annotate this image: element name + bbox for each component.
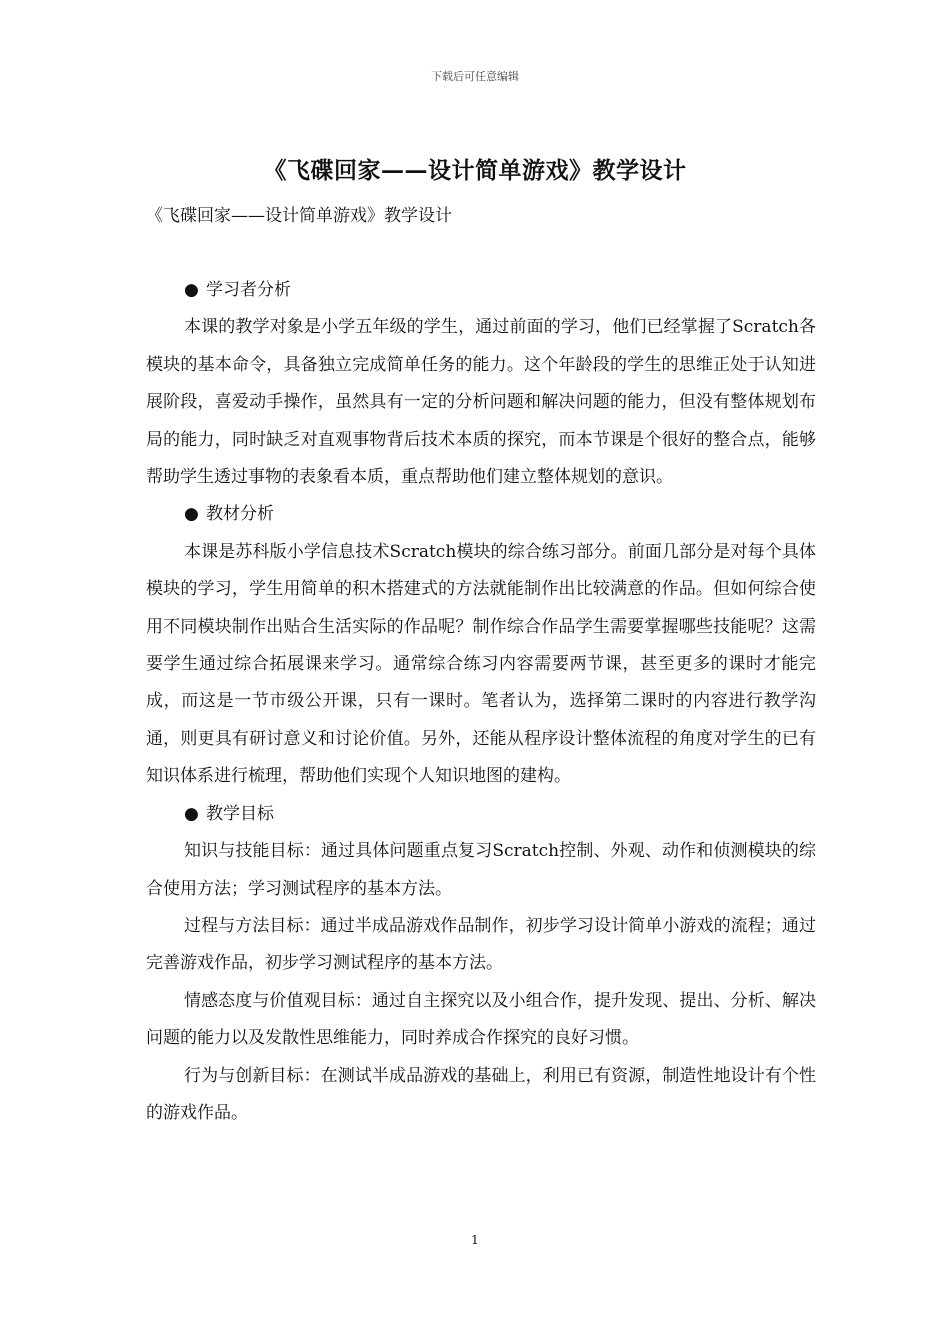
page-number: 1 xyxy=(471,1233,479,1247)
section-heading-label: 教材分析 xyxy=(206,504,274,525)
bullet-icon: ● xyxy=(184,280,199,300)
document-title: 《飞碟回家——设计简单游戏》教学设计 xyxy=(263,157,687,184)
section-heading-learner-analysis xyxy=(146,272,816,309)
section-heading-label: 教学目标 xyxy=(206,803,274,824)
paragraph-knowledge-skill-goal: 知识与技能目标：通过具体问题重点复习Scratch控制、外观、动作和侦测模块的综合使用方法；学习测试程序的基本方法。 xyxy=(146,841,816,899)
section-heading-material-analysis xyxy=(146,496,816,533)
paragraph-behavior-innovation-goal: 行为与创新目标：在测试半成品游戏的基础上，利用已有资源，制造性地设计有个性的游戏作品。 xyxy=(146,1065,816,1123)
bullet-icon: ● xyxy=(184,504,199,525)
document-body xyxy=(146,272,816,1132)
bullet-icon: ● xyxy=(184,803,199,824)
paragraph-process-method-goal: 过程与方法目标：通过半成品游戏作品制作，初步学习设计简单小游戏的流程；通过完善游戏作品，初步学习测试程序的基本方法。 xyxy=(146,915,816,974)
header-note: 下载后可任意编辑 xyxy=(431,70,519,83)
section-heading-label: 学习者分析 xyxy=(206,280,291,300)
paragraph-emotion-value-goal: 情感态度与价值观目标：通过自主探究以及小组合作，提升发现、提出、分析、解决问题的能力以及发散性思维能力，同时养成合作探究的良好习惯。 xyxy=(146,990,816,1049)
paragraph: 本课的教学对象是小学五年级的学生，通过前面的学习，他们已经掌握了Scratch各模块的基本命令，具备独立完成简单任务的能力。这个年龄段的学生的思维正处于认知进展阶段，喜爱动手操作，虽然具有一定的分析问题和解决问题的能力，但没有整体规划布局的能力，同时缺乏对直观事物背后技术本质的探究，而本节课是个很好的整合点，能够帮助学生透过事物的表象看本质，重点帮助他们建立整体规划的意识。 xyxy=(146,317,816,488)
section-heading-teaching-goals xyxy=(146,796,816,833)
document-subtitle: 《飞碟回家——设计简单游戏》教学设计 xyxy=(146,206,452,226)
paragraph: 本课是苏科版小学信息技术Scratch模块的综合练习部分。前面几部分是对每个具体模块的学习，学生用简单的积木搭建式的方法就能制作出比较满意的作品。但如何综合使用不同模块制作出贴合生活实际的作品呢？制作综合作品学生需要掌握哪些技能呢？这需要学生通过综合拓展课来学习。通常综合练习内容需要两节课，甚至更多的课时才能完成，而这是一节市级公开课，只有一课时。笔者认为，选择第二课时的内容进行教学沟通，则更具有研讨意义和讨论价值。另外，还能从程序设计整体流程的角度对学生的已有知识体系进行梳理，帮助他们实现个人知识地图的建构。 xyxy=(146,541,816,787)
